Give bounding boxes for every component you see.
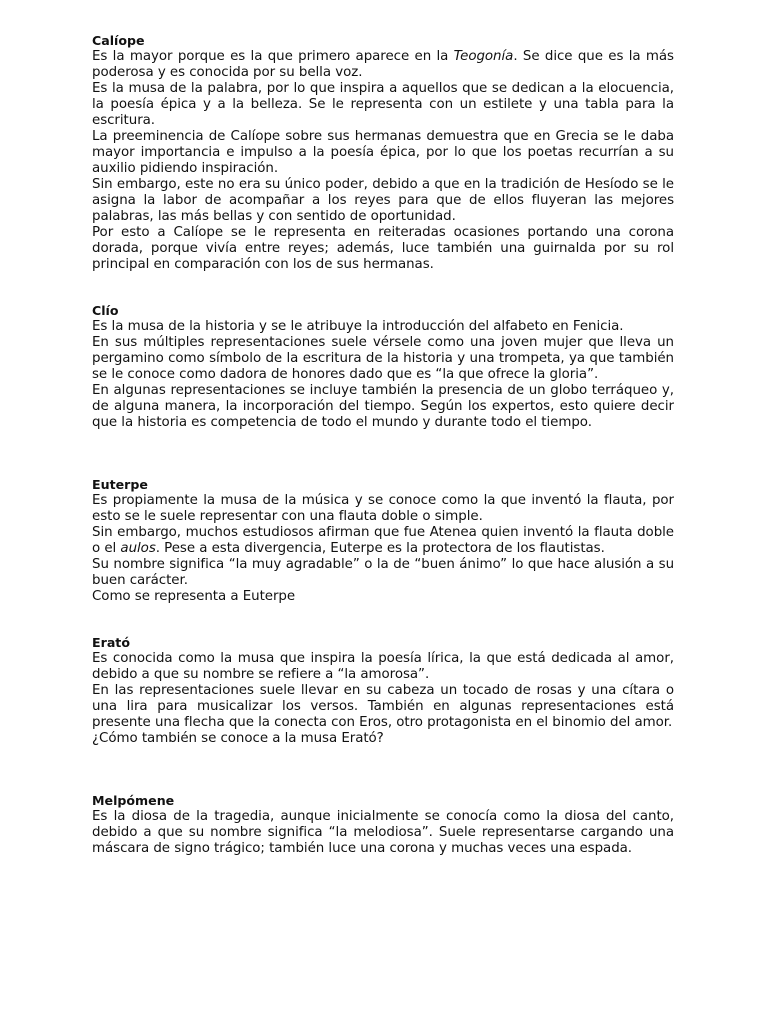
section-heading: Clío	[92, 303, 119, 318]
paragraph: Es la mayor porque es la que primero aparece en la Teogonía. Se dice que es la más poderosa y es conocida por su bella voz.	[92, 49, 674, 80]
italic-term: Teogonía	[453, 49, 514, 64]
section-euterpe	[92, 477, 674, 605]
section-clio	[92, 303, 674, 431]
paragraph: Su nombre significa “la muy agradable” o la de “buen ánimo” lo que hace alusión a su buen carácter.	[92, 557, 674, 588]
paragraph: Sin embargo, muchos estudiosos afirman que fue Atenea quien inventó la flauta doble o el aulos. Pese a esta divergencia, Euterpe es la protectora de los flautistas.	[92, 525, 674, 556]
paragraph: Es propiamente la musa de la música y se conoce como la que inventó la flauta, por esto se le suele representar con una flauta doble o simple.	[92, 493, 674, 524]
section-heading: Melpómene	[92, 793, 175, 808]
paragraph: La preeminencia de Calíope sobre sus hermanas demuestra que en Grecia se le daba mayor importancia e impulso a la poesía épica, por lo que los poetas recurrían a su auxilio pidiendo inspiración.	[92, 129, 674, 176]
document-page	[92, 33, 674, 857]
section-melpomene	[92, 793, 674, 857]
paragraph: Es la musa de la historia y se le atribuye la introducción del alfabeto en Fenicia.	[92, 319, 624, 334]
paragraph: Por esto a Calíope se le representa en reiteradas ocasiones portando una corona dorada, porque vivía entre reyes; además, luce también una guirnalda por su rol principal en comparación con los de sus hermanas.	[92, 225, 674, 272]
section-caliope	[92, 33, 674, 273]
section-heading: Calíope	[92, 33, 145, 48]
paragraph: Es la musa de la palabra, por lo que inspira a aquellos que se dedican a la elocuencia, la poesía épica y a la belleza. Se le representa con un estilete y una tabla para la escritura.	[92, 81, 674, 128]
paragraph: En sus múltiples representaciones suele vérsele como una joven mujer que lleva un pergamino como símbolo de la escritura de la historia y una trompeta, ya que también se le conoce como dadora de honores dado que es “la que ofrece la gloria”.	[92, 335, 674, 382]
paragraph: Es la diosa de la tragedia, aunque inicialmente se conocía como la diosa del canto, debido a que su nombre significa “la melodiosa”. Suele representarse cargando una máscara de signo trágico; también luce una corona y muchas veces una espada.	[92, 809, 674, 856]
paragraph: Es conocida como la musa que inspira la poesía lírica, la que está dedicada al amor, debido a que su nombre se refiere a “la amorosa”.	[92, 651, 674, 682]
section-erato	[92, 635, 674, 747]
paragraph: En algunas representaciones se incluye también la presencia de un globo terráqueo y, de alguna manera, la incorporación del tiempo. Según los expertos, esto quiere decir que la historia es competencia de todo el mundo y durante todo el tiempo.	[92, 383, 674, 430]
paragraph: Sin embargo, este no era su único poder, debido a que en la tradición de Hesíodo se le asigna la labor de acompañar a los reyes para que de ellos fluyeran las mejores palabras, las más bellas y con sentido de oportunidad.	[92, 177, 674, 224]
italic-term: aulos	[120, 541, 156, 556]
section-heading: Euterpe	[92, 477, 148, 492]
section-heading: Erató	[92, 635, 130, 650]
paragraph: Como se representa a Euterpe	[92, 589, 296, 604]
paragraph: En las representaciones suele llevar en su cabeza un tocado de rosas y una cítara o una lira para musicalizar los versos. También en algunas representaciones está presente una flecha que la conecta con Eros, otro protagonista en el binomio del amor.	[92, 683, 674, 730]
paragraph: ¿Cómo también se conoce a la musa Erató?	[92, 731, 384, 746]
